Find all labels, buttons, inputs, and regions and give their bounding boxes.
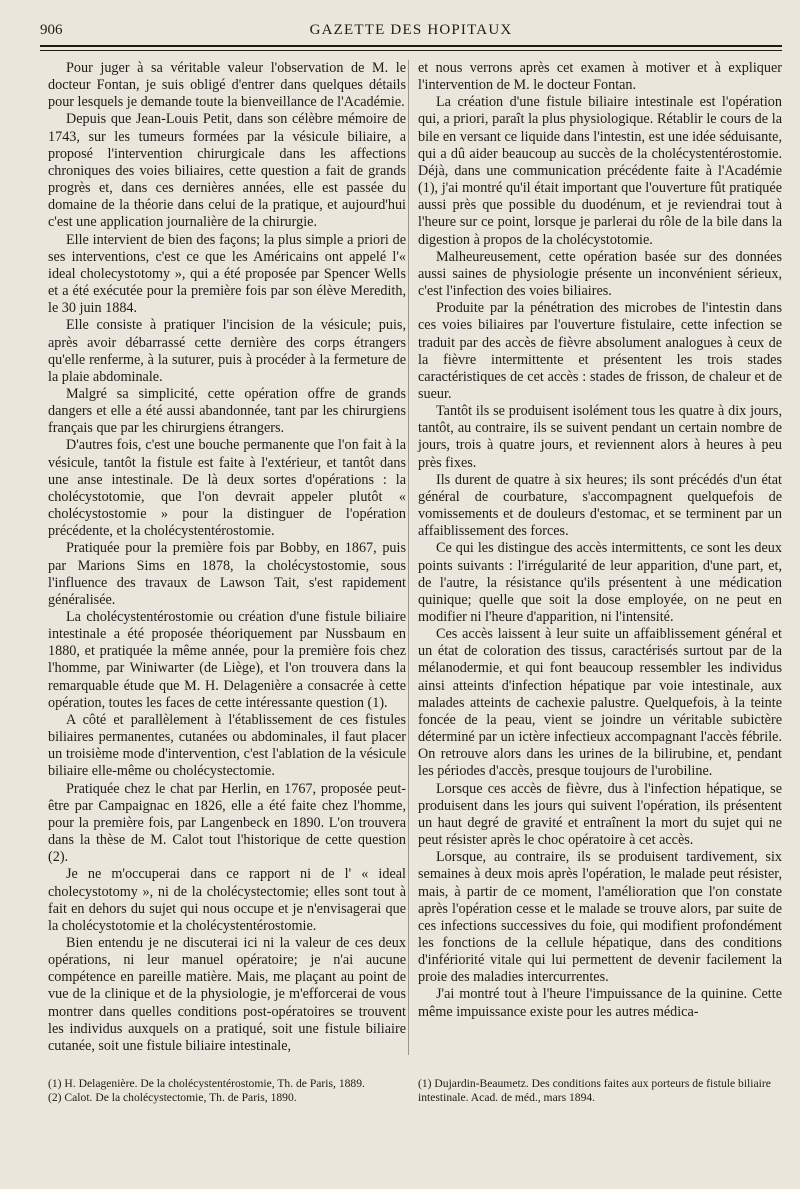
- footnote: (1) H. Delagenière. De la cholécystentérostomie, Th. de Paris, 1889.: [48, 1077, 365, 1090]
- column-divider: [408, 60, 409, 1055]
- left-column: [48, 60, 406, 1055]
- paragraph: Pour juger à sa véritable valeur l'observation de M. le docteur Fontan, je suis obligé d'entrer dans quelques détails pour lesquels je demande toute la bienveillance de l'Académie.: [48, 60, 406, 111]
- paragraph: La création d'une fistule biliaire intestinale est l'opération qui, a priori, paraît la plus physiologique. Rétablir le cours de la bile en versant ce liquide dans l'intestin, est une idée séduisante, qui a dû aider beaucoup au succès de la cholécystentérostomie. Déjà, dans une communication précédente faite à l'Académie (1), j'ai montré qu'il était important que l'ouverture fût pratiquée aussi près que possible du duodénum, et je reviendrai tout à l'heure sur ce point, lorsque je parlerai du rôle de la bile dans la digestion à propos de la cholécystotomie.: [418, 94, 782, 248]
- header-rule: [40, 45, 782, 47]
- header-rule-thin: [40, 50, 782, 51]
- page-number: 906: [40, 22, 63, 38]
- footnote: (2) Calot. De la cholécystectomie, Th. de Paris, 1890.: [48, 1091, 297, 1104]
- right-column: [418, 60, 782, 1021]
- paragraph: Depuis que Jean-Louis Petit, dans son célèbre mémoire de 1743, sur les tumeurs formées par la vésicule biliaire, a proposé l'intervention chirurgicale dans les affections chroniques des voies biliaires, cette question a fait de grands progrès et, dans ces dernières années, elle est passée du domaine de la théorie dans celui de la pratique, et aujourd'hui c'est une application journalière de la chirurgie.: [48, 111, 406, 231]
- paragraph: Pratiquée pour la première fois par Bobby, en 1867, puis par Marions Sims en 1878, la cholécystostomie, sous l'influence des travaux de Lawson Tait, s'est rapidement généralisée.: [48, 540, 406, 608]
- footnotes-right: [418, 1077, 782, 1105]
- paragraph: Lorsque ces accès de fièvre, dus à l'infection hépatique, se produisent dans les jours qui suivent l'opération, ils présentent un haut degré de gravité et entraînent la mort du sujet qui ne peut résister après le choc opératoire à cet accès.: [418, 780, 782, 849]
- page-header: [40, 22, 782, 42]
- footnotes-left: [48, 1077, 406, 1105]
- paragraph: Malheureusement, cette opération basée sur des données aussi saines de physiologie présente un inconvénient sérieux, c'est l'infection des voies biliaires.: [418, 248, 782, 300]
- paragraph: J'ai montré tout à l'heure l'impuissance de la quinine. Cette même impuissance existe pour les autres médica-: [418, 986, 782, 1020]
- paragraph: Lorsque, au contraire, ils se produisent tardivement, six semaines à deux mois après l'opération, le malade peut résister, mais, à partir de ce moment, l'amélioration que l'on constate après l'opération cesse et le malade se trouve alors, par suite de ces infections successives du foie, qui modifient profondément les fonctions de la cellule hépatique, dans des conditions d'infériorité vitale qui lui permettent de devenir facilement la proie des maladies intercurrentes.: [418, 849, 782, 986]
- paragraph: D'autres fois, c'est une bouche permanente que l'on fait à la vésicule, tantôt la fistule est faite à l'extérieur, et tantôt dans une anse intestinale. De là deux sortes d'opérations : la cholécystotomie, que l'on devrait appeler plutôt « cholécystostomie » pour la distinguer de l'opération précédente, et la cholécystentérostomie.: [48, 437, 406, 540]
- journal-title: GAZETTE DES HOPITAUX: [309, 22, 513, 38]
- paragraph: Bien entendu je ne discuterai ici ni la valeur de ces deux opérations, ni leur manuel opératoire; je n'ai aucune compétence en pareille matière. Mais, me plaçant au point de vue de la clinique et de la physiologie, je m'efforcerai de vous montrer dans quelles conditions post-opératoires se trouvent les individus auxquels on a pratiqué, soit une fistule biliaire cutanée, soit une fistule biliaire intestinale,: [48, 934, 406, 1054]
- paragraph: Elle intervient de bien des façons; la plus simple a priori de ses interventions, c'est ce que les Américains ont appelé l'« ideal cholecystotomy », qui a été proposée par Spencer Wells et a été exécutée pour la première fois par son élève Meredith, le 30 juin 1884.: [48, 231, 406, 317]
- paragraph: Ces accès laissent à leur suite un affaiblissement général et un état de coloration des tissus, caractérisés surtout par de la mélanodermie, et qui font beaucoup ressembler les individus ainsi atteints d'infection hépatique par voie intestinale, aux malades atteints de cachexie palustre. Quelquefois, à la teinte foncée de la peau, vient se joindre un véritable subictère déterminé par un ictère infectieux accompagnant l'accès fébrile. On retrouve alors dans les urines de la bilirubine, et, pendant les périodes d'accès, presque toujours de l'urobiline.: [418, 626, 782, 780]
- paragraph: Je ne m'occuperai dans ce rapport ni de l' « ideal cholecystotomy », ni de la cholécystectomie; elles sont tout à fait en dehors du sujet qui nous occupe et je n'envisagerai que la cholécystotomie et la cholécystentérostomie.: [48, 866, 406, 934]
- paragraph: et nous verrons après cet examen à motiver et à expliquer l'intervention de M. le docteur Fontan.: [418, 60, 782, 94]
- paragraph: A côté et parallèlement à l'établissement de ces fistules biliaires permanentes, cutanées ou abdominales, il faut placer un troisième mode d'intervention, c'est l'ablation de la vésicule biliaire elle-même ou cholécystectomie.: [48, 711, 406, 780]
- paragraph: Ils durent de quatre à six heures; ils sont précédés d'un état général de courbature, s'accompagnent quelquefois de vomissements et de douleurs d'estomac, et se terminent par un affaiblissement des forces.: [418, 471, 782, 540]
- paragraph: Elle consiste à pratiquer l'incision de la vésicule; puis, après avoir débarrassé cette dernière des corps étrangers qu'elle renferme, à la suturer, puis à procéder à la fermeture de la plaie abdominale.: [48, 317, 406, 385]
- paragraph: Malgré sa simplicité, cette opération offre de grands dangers et elle a été aussi abandonnée, tant par les chirurgiens français que par les chirurgiens étrangers.: [48, 385, 406, 437]
- paragraph: Produite par la pénétration des microbes de l'intestin dans ces voies biliaires par l'ouverture fistulaire, cette infection se traduit par des accès de fièvre absolument analogues à ceux de la fièvre intermittente et présentent les trois stades caractéristiques de cet accès : stades de frisson, de chaleur et de sueur.: [418, 300, 782, 402]
- paragraph: Tantôt ils se produisent isolément tous les quatre à dix jours, tantôt, au contraire, ils se suivent pendant un certain nombre de jours, trois à quatre jours, et reviennent alors à heures à peu près fixes.: [418, 403, 782, 471]
- paragraph: La cholécystentérostomie ou création d'une fistule biliaire intestinale a été proposée théoriquement par Nussbaum en 1880, et pratiquée la même année, pour la première fois chez l'homme, par Winiwarter (de Liège), et l'on trouvera dans la remarquable étude que M. H. Delagenière a consacrée à cette opération, toutes les faces de cette intéressante question (1).: [48, 609, 406, 711]
- paragraph: Pratiquée chez le chat par Herlin, en 1767, proposée peut-être par Campaignac en 1826, elle a été faite chez l'homme, pour la première fois, par Langenbeck en 1890. L'on trouvera dans la thèse de M. Calot tout l'historique de cette question (2).: [48, 780, 406, 866]
- footnote: (1) Dujardin-Beaumetz. Des conditions faites aux porteurs de fistule biliaire intestinale. Acad. de méd., mars 1894.: [418, 1077, 771, 1104]
- paragraph: Ce qui les distingue des accès intermittents, ce sont les deux points suivants : l'irrégularité de leur apparition, d'une part, et, de l'autre, la résistance qu'ils présentent à une médication quinique; quelle que soit la dose employée, on ne peut en modifier ni l'heure d'apparition, ni l'intensité.: [418, 540, 782, 625]
